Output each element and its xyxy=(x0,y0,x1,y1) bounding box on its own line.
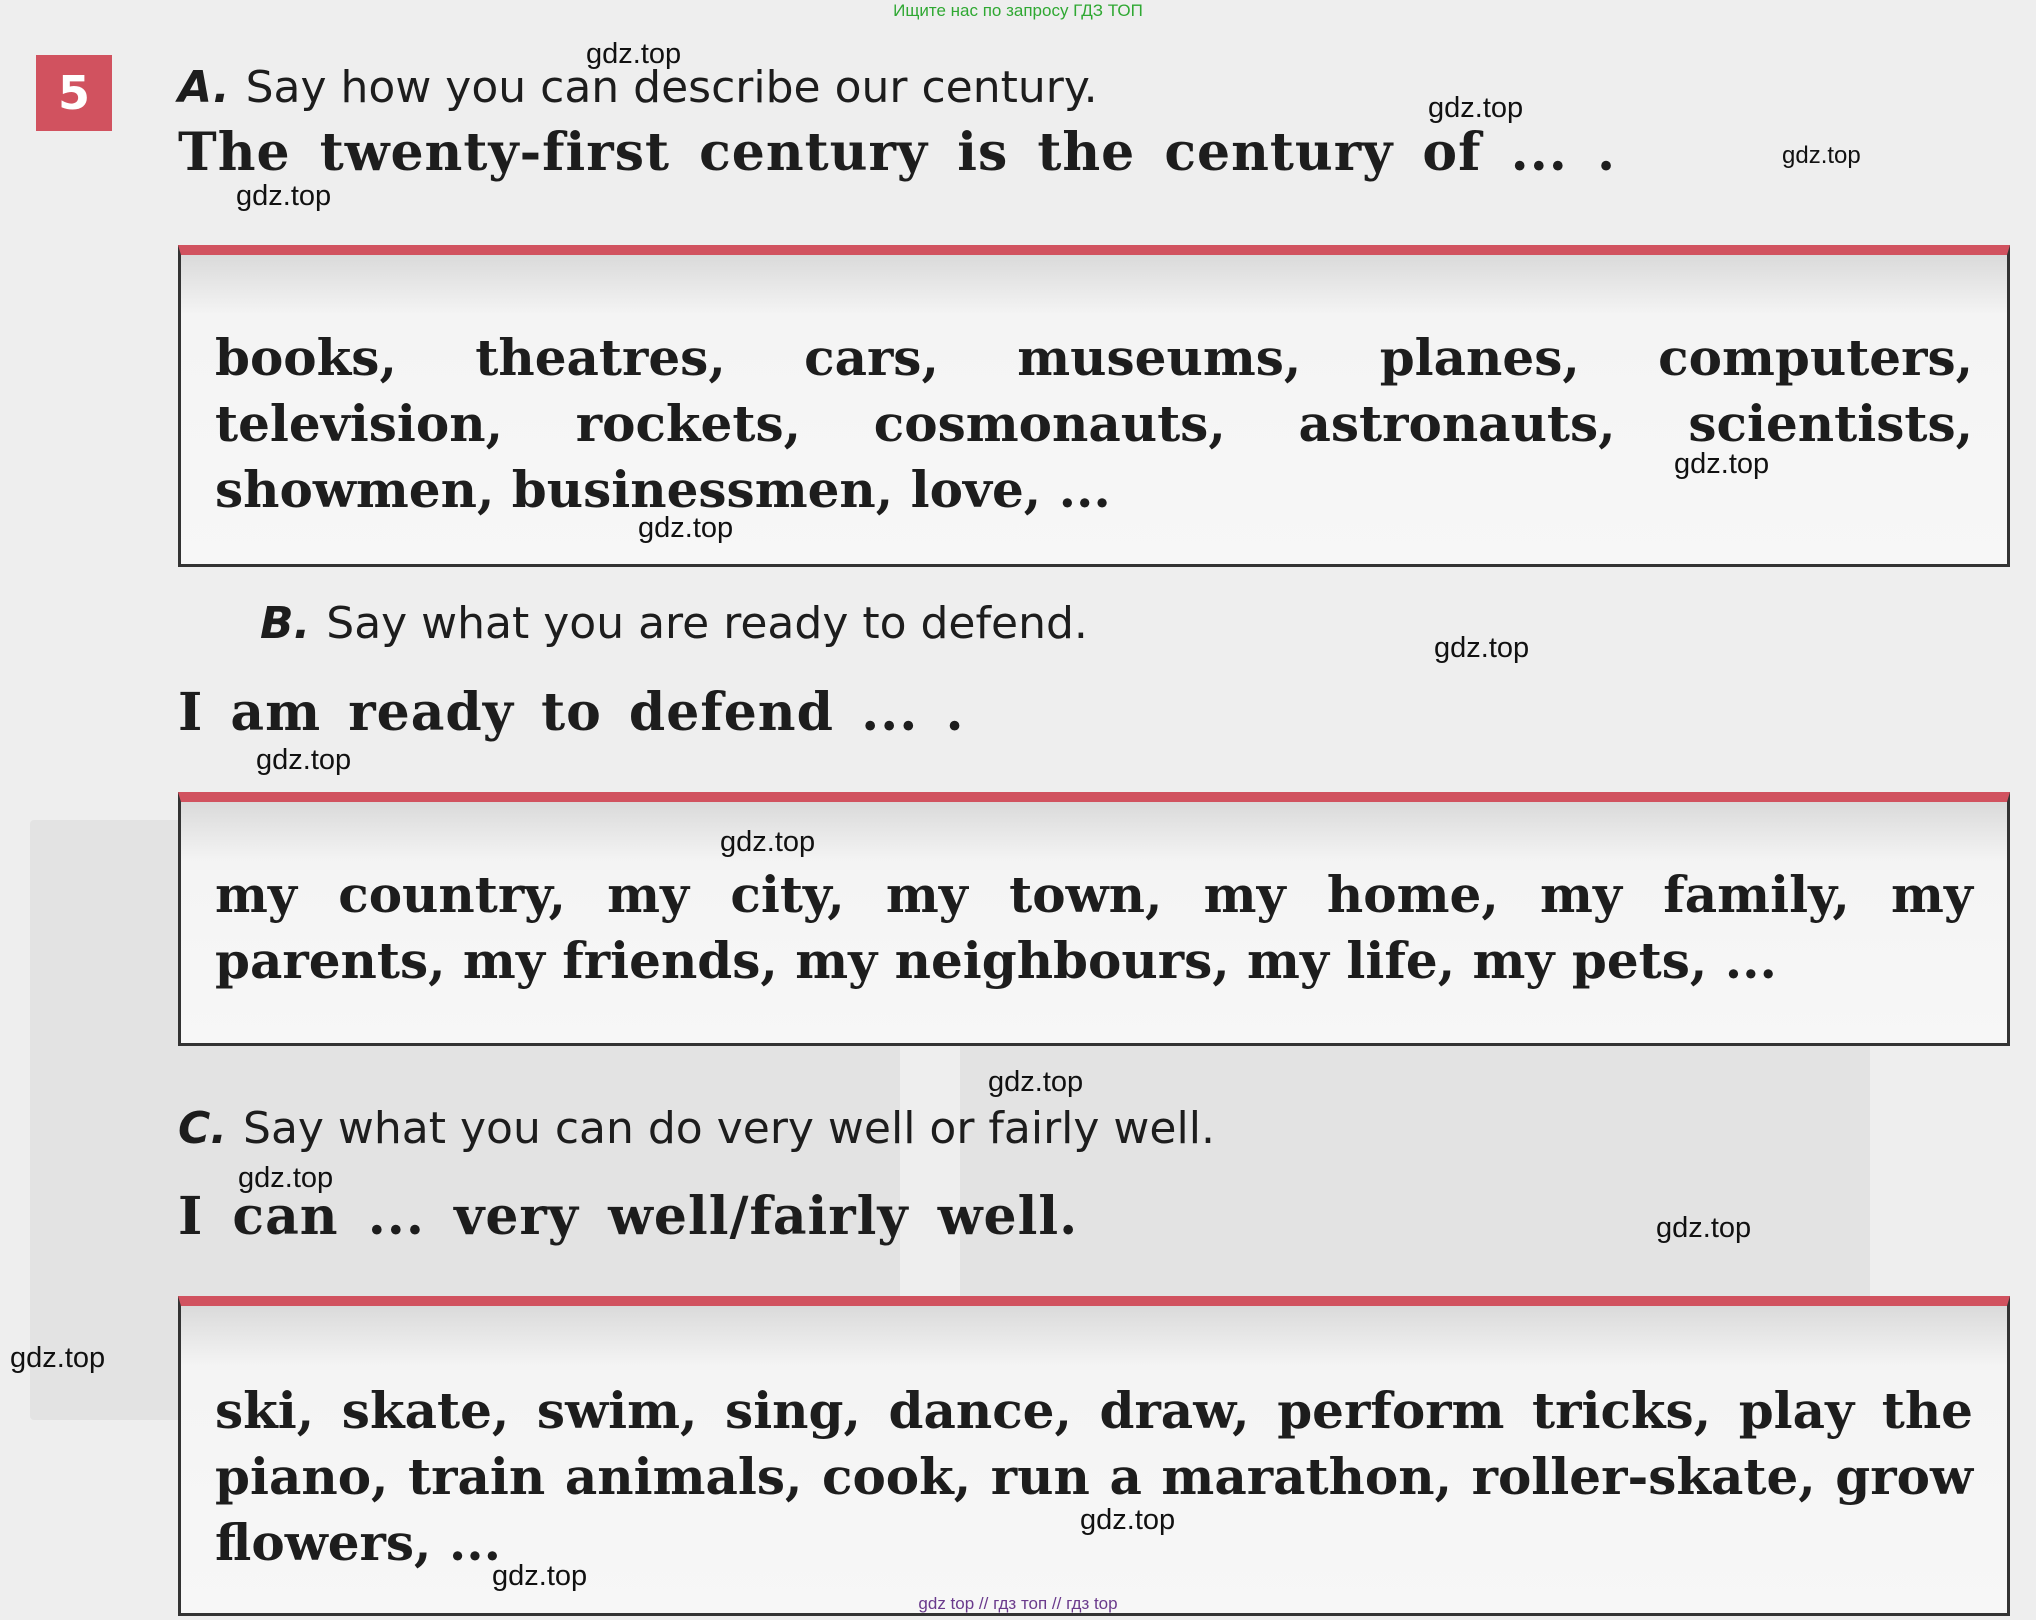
task-a-model-sentence: The twenty-first century is the century of ... . xyxy=(178,122,1617,183)
task-a-words: books, theatres, cars, museums, planes, computers, television, rockets, cosmonauts, astronauts, scientists, showmen, businessmen, love, ... xyxy=(215,328,1973,519)
watermark[interactable]: gdz.top xyxy=(236,180,332,212)
watermark[interactable]: gdz.top xyxy=(1434,632,1530,664)
watermark[interactable]: gdz.top xyxy=(586,38,682,70)
task-c-text: Say what you can do very well or fairly well. xyxy=(243,1103,1215,1154)
watermark[interactable]: gdz.top xyxy=(492,1560,588,1592)
task-b-letter: B. xyxy=(260,598,311,649)
task-c-instruction xyxy=(178,1103,1215,1154)
watermark[interactable]: gdz.top xyxy=(238,1162,334,1194)
task-a-letter: A. xyxy=(178,62,230,113)
task-b-text: Say what you are ready to defend. xyxy=(326,598,1088,649)
watermark[interactable]: gdz.top xyxy=(1656,1212,1752,1244)
footer-links[interactable]: gdz top // гдз топ // гдз top xyxy=(918,1594,1118,1613)
watermark[interactable]: gdz.top xyxy=(1674,448,1770,480)
task-a-word-box xyxy=(178,245,2010,567)
task-b-instruction xyxy=(260,598,1088,649)
watermark[interactable]: gdz.top xyxy=(10,1342,106,1374)
top-banner[interactable]: Ищите нас по запросу ГДЗ ТОП xyxy=(893,1,1143,20)
watermark[interactable]: gdz.top xyxy=(720,826,816,858)
watermark[interactable]: gdz.top xyxy=(638,512,734,544)
task-c-letter: C. xyxy=(178,1103,228,1154)
watermark[interactable]: gdz.top xyxy=(1428,92,1524,124)
task-c-model-sentence: I can ... very well/fairly well. xyxy=(178,1186,1079,1247)
task-b-model-sentence: I am ready to defend ... . xyxy=(178,682,965,743)
watermark[interactable]: gdz.top xyxy=(988,1066,1084,1098)
task-b-word-box xyxy=(178,792,2010,1046)
task-b-words: my country, my city, my town, my home, my family, my parents, my friends, my neighbours, my life, my pets, ... xyxy=(215,865,1973,990)
task-c-words: ski, skate, swim, sing, dance, draw, perform tricks, play the piano, train animals, cook, run a marathon, roller-skate, grow flowers, ... xyxy=(215,1381,1973,1572)
task-a-text: Say how you can describe our century. xyxy=(245,62,1098,113)
task-c-word-box xyxy=(178,1296,2010,1616)
watermark[interactable]: gdz.top xyxy=(256,744,352,776)
watermark[interactable]: gdz.top xyxy=(1080,1504,1176,1536)
exercise-number-badge: 5 xyxy=(36,55,112,131)
watermark[interactable]: gdz.top xyxy=(1782,142,1861,169)
